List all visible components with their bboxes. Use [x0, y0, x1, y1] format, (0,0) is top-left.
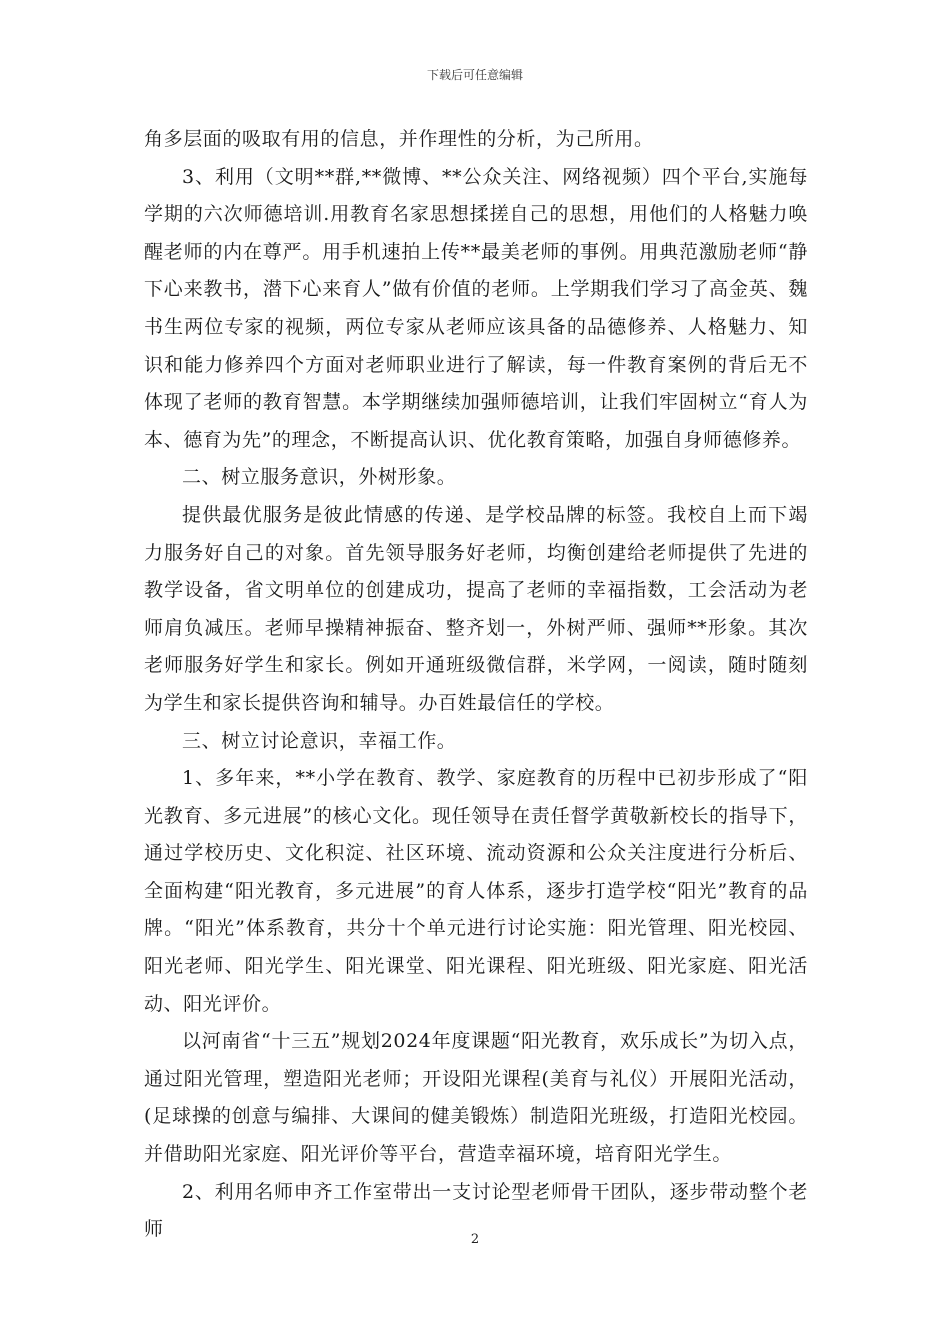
page-header: 下载后可任意编辑 — [426, 68, 523, 82]
paragraph-service: 提供最优服务是彼此情感的传递、是学校品牌的标签。我校自上而下竭力服务好自己的对象。首先领导服务好老师，均衡创建给老师提供了先进的教学设备，省文明单位的创建成功，提高了老师的幸福指数，工会活动为老师肩负减压。老师早操精神振奋、整齐划一，外树严师、强师**形象。其次老师服务好学生和家长。例如开通班级微信群，米学网，一阅读，随时随刻为学生和家长提供咨询和辅导。办百姓最信任的学校。 — [144, 503, 808, 714]
paragraph-project: 以河南省“十三五”规划2024年度课题“阳光教育，欢乐成长”为切入点，通过阳光管理，塑造阳光老师；开设阳光课程(美育与礼仪）开展阳光活动，(足球操的创意与编排、大课间的健美锻炼）制造阳光班级，打造阳光校园。并借助阳光家庭、阳光评价等平台，营造幸福环境，培育阳光学生。 — [144, 1030, 808, 1166]
document-body — [144, 121, 808, 1249]
paragraph-item-1: 1、多年来，**小学在教育、教学、家庭教育的历程中已初步形成了“阳光教育、多元进展”的核心文化。现任领导在责任督学黄敬新校长的指导下，通过学校历史、文化积淀、社区环境、流动资源和公众关注度进行分析后、全面构建“阳光教育，多元进展”的育人体系，逐步打造学校“阳光”教育的品牌。“阳光”体系教育，共分十个单元进行讨论实施：阳光管理、阳光校园、阳光老师、阳光学生、阳光课堂、阳光课程、阳光班级、阳光家庭、阳光活动、阳光评价。 — [144, 767, 808, 1015]
page-number: 2 — [470, 1232, 480, 1247]
section-heading-3: 三、树立讨论意识，幸福工作。 — [182, 729, 457, 752]
paragraph-item-2: 2、利用名师申齐工作室带出一支讨论型老师骨干团队，逐步带动整个老师 — [144, 1180, 808, 1241]
paragraph-continuation: 角多层面的吸取有用的信息，并作理性的分析，为己所用。 — [144, 128, 654, 150]
paragraph-item-3: 3、利用（文明**群,**微博、**公众关注、网络视频）四个平台,实施每学期的六次师德培训.用教育名家思想揉搓自己的思想，用他们的人格魅力唤醒老师的内在尊严。用手机速拍上传**最美老师的事例。用典范激励老师“静下心来教书，潜下心来育人”做有价值的老师。上学期我们学习了高金英、魏书生两位专家的视频，两位专家从老师应该具备的品德修养、人格魅力、知识和能力修养四个方面对老师职业进行了解读，每一件教育案例的背后无不体现了老师的教育智慧。本学期继续加强师德培训，让我们牢固树立“育人为本、德育为先”的理念，不断提高认识、优化教育策略，加强自身师德修养。 — [144, 165, 808, 451]
section-heading-2: 二、树立服务意识，外树形象。 — [182, 466, 457, 489]
